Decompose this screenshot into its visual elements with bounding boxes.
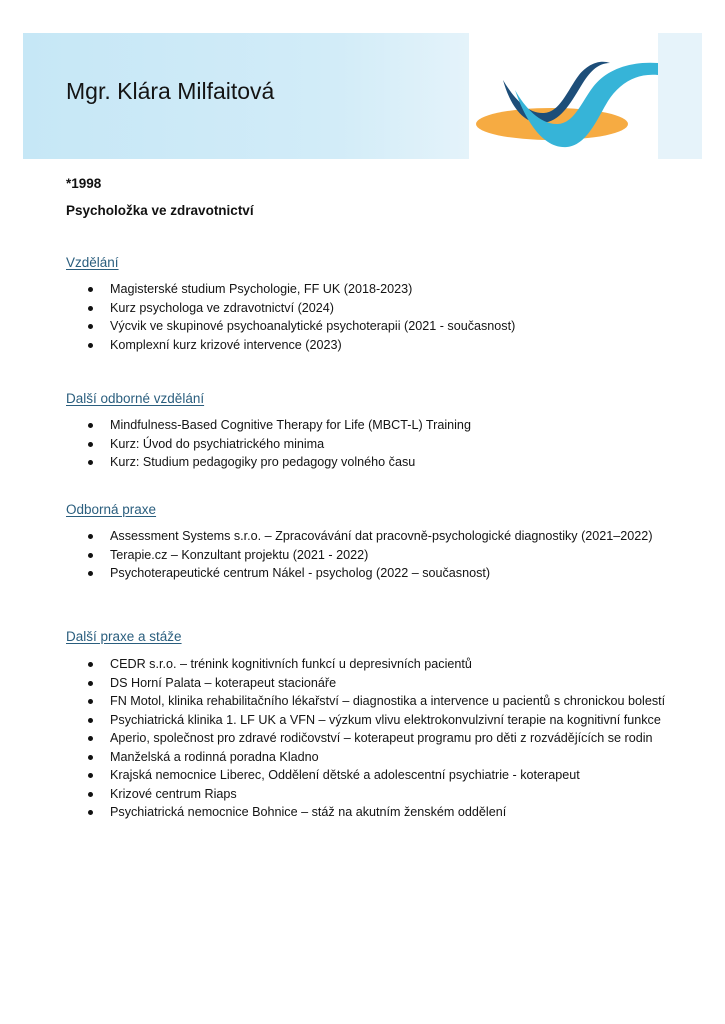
bullet-icon	[88, 324, 93, 329]
list-item	[0, 564, 725, 583]
list-item-text: Assessment Systems s.r.o. – Zpracovávání dat pracovně-psychologické diagnostiky (2021–2022)	[110, 529, 653, 543]
list-item	[0, 692, 725, 711]
list-item-text: CEDR s.r.o. – trénink kognitivních funkcí u depresivních pacientů	[110, 657, 472, 671]
bullet-icon	[88, 792, 93, 797]
list-item-text: Psychoterapeutické centrum Nákel - psycholog (2022 – současnost)	[110, 566, 491, 580]
internships-list	[0, 655, 725, 822]
list-item-text: Psychiatrická nemocnice Bohnice – stáž na akutním ženském oddělení	[110, 805, 507, 819]
list-item-text: Mindfulness-Based Cognitive Therapy for Life (MBCT-L) Training	[110, 418, 471, 432]
list-item	[0, 803, 725, 822]
list-item	[0, 280, 725, 299]
birth-year: *1998	[66, 176, 102, 191]
bullet-icon	[88, 460, 93, 465]
list-item	[0, 655, 725, 674]
list-item	[0, 317, 725, 336]
education-list	[0, 280, 725, 354]
bullet-icon	[88, 534, 93, 539]
bullet-icon	[88, 699, 93, 704]
bullet-icon	[88, 736, 93, 741]
bullet-icon	[88, 553, 93, 558]
list-item-text: Komplexní kurz krizové intervence (2023)	[110, 337, 342, 352]
list-item	[0, 674, 725, 693]
list-item-text: DS Horní Palata – koterapeut stacionáře	[110, 675, 337, 690]
list-item	[0, 453, 725, 472]
bullet-icon	[88, 810, 93, 815]
list-item-text: FN Motol, klinika rehabilitačního lékařství – diagnostika a intervence u pacientů s chronickou bolestí	[110, 694, 666, 708]
list-item	[0, 711, 725, 730]
list-item-text: Psychiatrická klinika 1. LF UK a VFN – výzkum vlivu elektrokonvulzivní terapie na kognitivní funkce	[110, 712, 661, 727]
list-item-text: Terapie.cz – Konzultant projektu (2021 - 2022)	[110, 547, 369, 562]
list-item	[0, 527, 725, 546]
bullet-icon	[88, 423, 93, 428]
header-band-right	[658, 33, 702, 159]
list-item	[0, 435, 725, 454]
list-item	[0, 336, 725, 355]
list-item-text: Kurz: Úvod do psychiatrického minima	[110, 436, 325, 451]
bullet-icon	[88, 718, 93, 723]
list-item-text: Aperio, společnost pro zdravé rodičovství – koterapeut programu pro děti z rozvádějících se rodin	[110, 731, 653, 745]
bullet-icon	[88, 442, 93, 447]
section-title-further-education: Další odborné vzdělání	[66, 391, 205, 406]
list-item	[0, 546, 725, 565]
section-title-internships: Další praxe a stáže	[66, 629, 182, 644]
bullet-icon	[88, 343, 93, 348]
further-education-list	[0, 416, 725, 472]
list-item	[0, 748, 725, 767]
person-name: Mgr. Klára Milfaitová	[66, 78, 275, 104]
list-item	[0, 766, 725, 785]
bullet-icon	[88, 681, 93, 686]
list-item	[0, 299, 725, 318]
section-title-education: Vzdělání	[66, 255, 119, 270]
bullet-icon	[88, 662, 93, 667]
bullet-icon	[88, 571, 93, 576]
list-item	[0, 785, 725, 804]
profession-title: Psycholožka ve zdravotnictví	[66, 203, 254, 218]
list-item-text: Kurz: Studium pedagogiky pro pedagogy volného času	[110, 455, 416, 469]
list-item-text: Krizové centrum Riaps	[110, 786, 237, 801]
bullet-icon	[88, 755, 93, 760]
list-item-text: Výcvik ve skupinové psychoanalytické psychoterapii (2021 - současnost)	[110, 319, 516, 333]
list-item-text: Kurz psychologa ve zdravotnictví (2024)	[110, 300, 335, 315]
section-title-professional-practice: Odborná praxe	[66, 502, 157, 517]
list-item	[0, 729, 725, 748]
bullet-icon	[88, 287, 93, 292]
bullet-icon	[88, 773, 93, 778]
list-item-text: Krajská nemocnice Liberec, Oddělení dětské a adolescentní psychiatrie - koterapeut	[110, 768, 580, 782]
list-item-text: Manželská a rodinná poradna Kladno	[110, 749, 319, 764]
wave-logo-icon	[469, 33, 658, 159]
professional-practice-list	[0, 527, 725, 583]
list-item	[0, 416, 725, 435]
list-item-text: Magisterské studium Psychologie, FF UK (2018-2023)	[110, 282, 413, 296]
bullet-icon	[88, 306, 93, 311]
